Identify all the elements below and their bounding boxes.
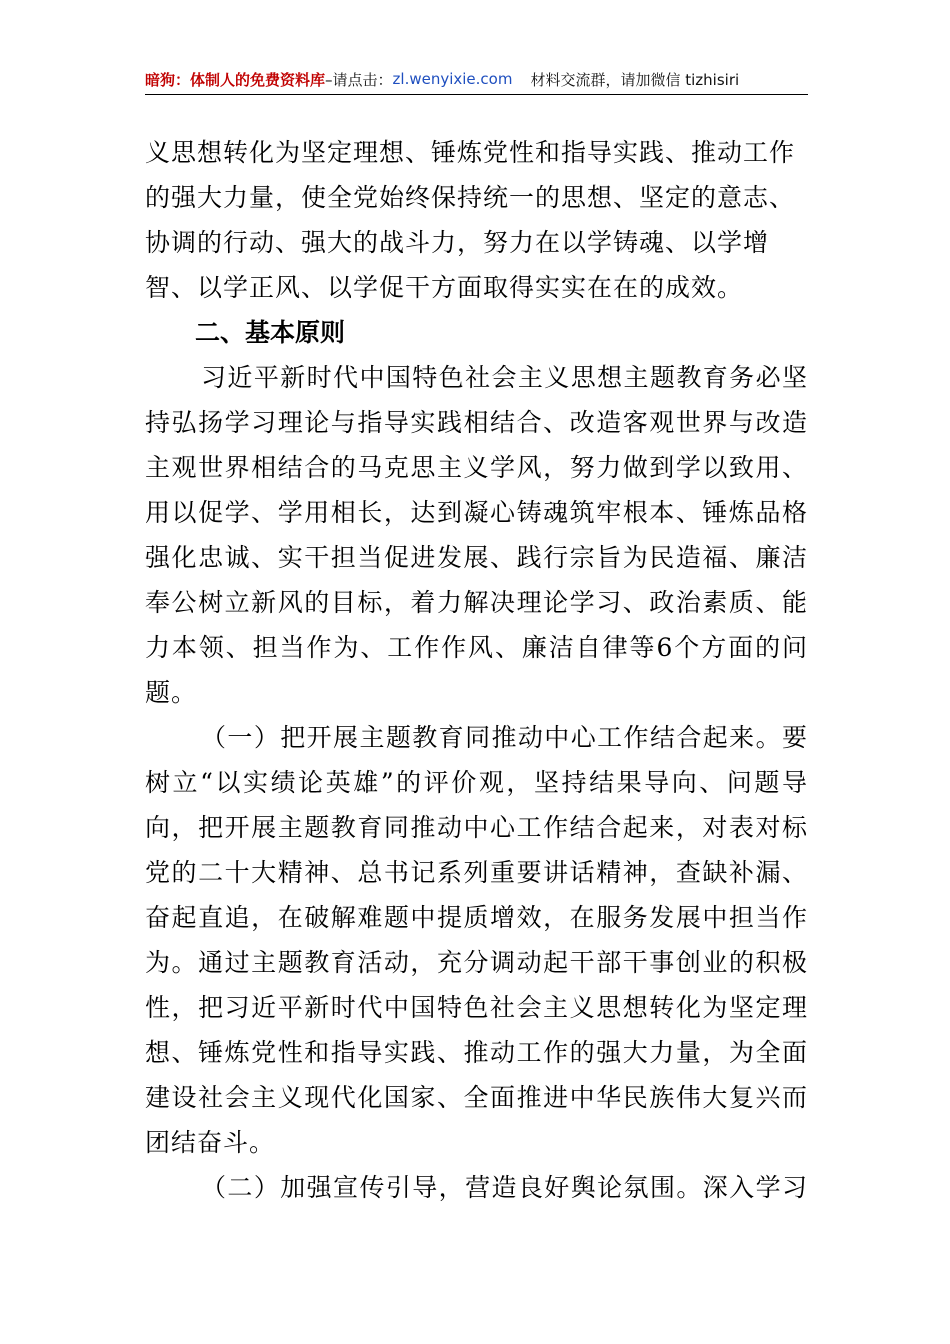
principle-line: 强化忠诚、实干担当促进发展、践行宗旨为民造福、廉洁 <box>145 543 808 572</box>
item-one-paragraph <box>145 715 808 1165</box>
item-one-line: 建设社会主义现代化国家、全面推进中华民族伟大复兴而 <box>145 1083 808 1112</box>
header-click-prompt: –请点击： <box>325 70 393 89</box>
intro-line: 的强大力量，使全党始终保持统一的思想、坚定的意志、 <box>145 183 796 212</box>
intro-line: 义思想转化为坚定理想、锤炼党性和指导实践、推动工作 <box>145 138 796 167</box>
principle-line: 奉公树立新风的目标，着力解决理论学习、政治素质、能 <box>145 588 808 617</box>
header-url-link[interactable]: zl.wenyixie.com <box>392 70 513 88</box>
principle-paragraph <box>145 355 808 715</box>
page-header <box>145 64 808 95</box>
item-one-line: 向，把开展主题教育同推动中心工作结合起来，对表对标 <box>145 813 808 842</box>
item-one-line: 党的二十大精神、总书记系列重要讲话精神，查缺补漏、 <box>145 858 808 887</box>
principle-line: 题。 <box>145 678 198 707</box>
header-site-name: 暗狗：体制人的免费资料库 <box>145 70 326 89</box>
principle-line: 持弘扬学习理论与指导实践相结合、改造客观世界与改造 <box>145 408 808 437</box>
item-two-paragraph <box>145 1165 808 1210</box>
principle-line: 主观世界相结合的马克思主义学风，努力做到学以致用、 <box>145 453 808 482</box>
document-body <box>145 130 808 1210</box>
header-group-note: 材料交流群，请加微信 tizhisiri <box>530 70 740 89</box>
item-one-line: 奋起直追，在破解难题中提质增效，在服务发展中担当作 <box>145 903 808 932</box>
intro-line: 协调的行动、强大的战斗力，努力在以学铸魂、以学增 <box>145 228 770 257</box>
item-one-line: 想、锤炼党性和指导实践、推动工作的强大力量，为全面 <box>145 1038 808 1067</box>
principle-line: 力本领、担当作为、工作作风、廉洁自律等6个方面的问 <box>145 633 808 662</box>
principle-line: 习近平新时代中国特色社会主义思想主题教育务必坚 <box>201 363 808 392</box>
item-one-line: 团结奋斗。 <box>145 1128 276 1157</box>
section-heading: 二、基本原则 <box>195 318 346 347</box>
principle-line: 用以促学、学用相长，达到凝心铸魂筑牢根本、锤炼品格 <box>145 498 808 527</box>
item-one-line: 为。通过主题教育活动，充分调动起干部干事创业的积极 <box>145 948 808 977</box>
item-two-line: （二）加强宣传引导，营造良好舆论氛围。深入学习 <box>201 1173 808 1202</box>
item-one-line: （一）把开展主题教育同推动中心工作结合起来。要 <box>201 723 808 752</box>
intro-line: 智、以学正风、以学促干方面取得实实在在的成效。 <box>145 273 744 302</box>
item-one-line: 树立“以实绩论英雄”的评价观，坚持结果导向、问题导 <box>145 768 808 797</box>
intro-paragraph <box>145 130 808 310</box>
item-one-line: 性，把习近平新时代中国特色社会主义思想转化为坚定理 <box>145 993 808 1022</box>
